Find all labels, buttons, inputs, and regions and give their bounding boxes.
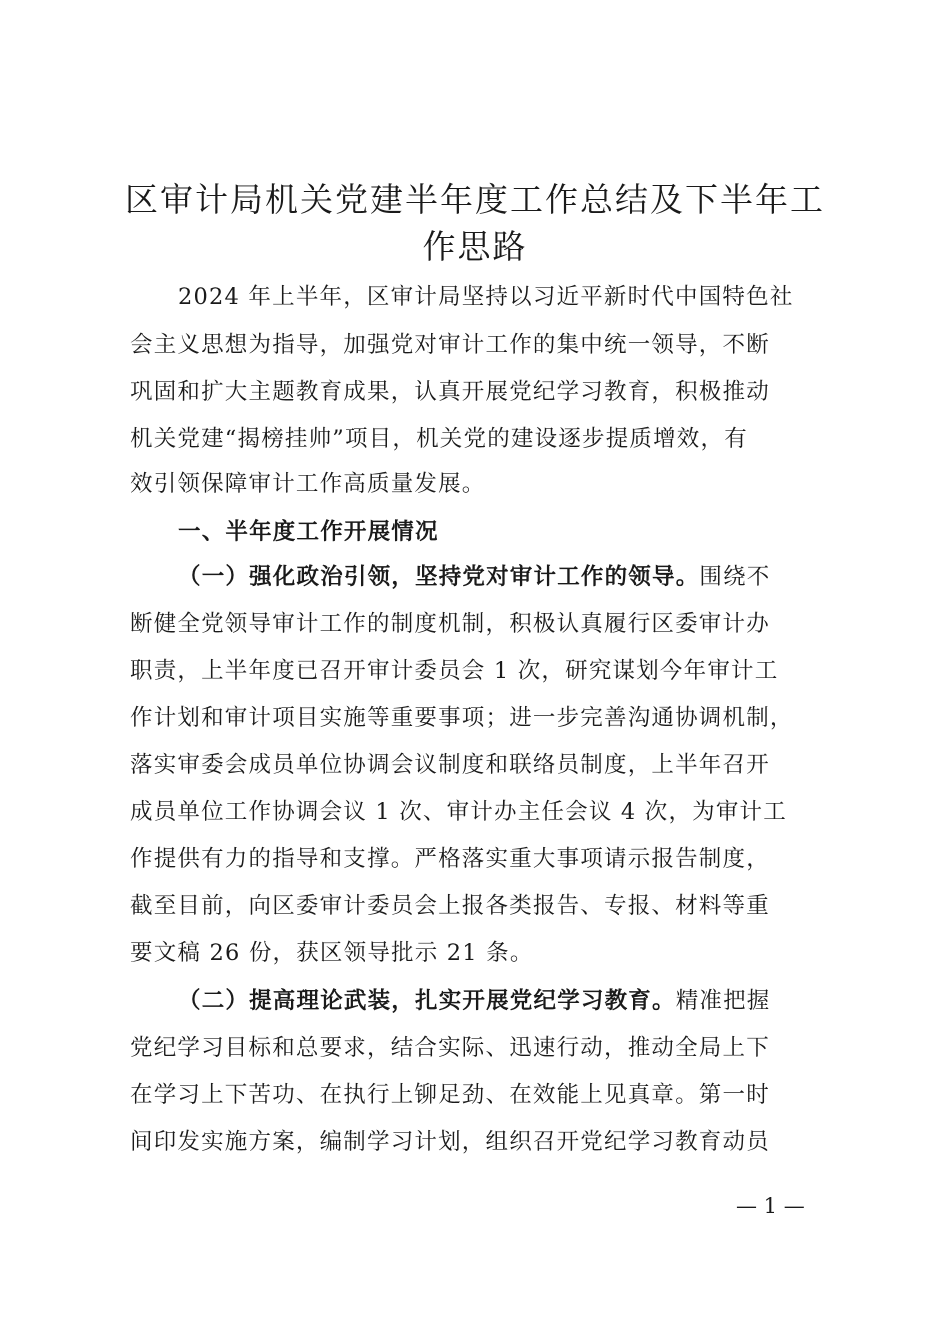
paragraph-1-line: 断健全党领导审计工作的制度机制，积极认真履行区委审计办 [130,611,770,637]
paragraph-2-first-line [178,986,771,1016]
intro-line: 巩固和扩大主题教育成果，认真开展党纪学习教育，积极推动 [130,379,770,405]
page-number: — 1 — [736,1194,805,1218]
paragraph-1-line: 截至目前，向区委审计委员会上报各类报告、专报、材料等重 [130,893,770,919]
paragraph-1-lead: （一）强化政治引领，坚持党对审计工作的领导。 [178,564,700,590]
paragraph-2-line: 党纪学习目标和总要求，结合实际、迅速行动，推动全局上下 [130,1035,770,1061]
document-title-line-2: 作思路 [422,227,528,266]
intro-line: 2024 年上半年，区审计局坚持以习近平新时代中国特色社 [178,284,794,310]
paragraph-2-line: 在学习上下苦功、在执行上铆足劲、在效能上见真章。第一时 [130,1082,770,1108]
paragraph-1-line: 要文稿 26 份，获区领导批示 21 条。 [130,940,534,966]
document-title-line-1: 区审计局机关党建半年度工作总结及下半年工 [125,180,825,219]
paragraph-1-line: 落实审委会成员单位协调会议制度和联络员制度，上半年召开 [130,752,770,778]
paragraph-1-line: 成员单位工作协调会议 1 次、审计办主任会议 4 次，为审计工 [130,799,787,825]
paragraph-1-first-line [178,562,771,592]
paragraph-1-line: 作计划和审计项目实施等重要事项；进一步完善沟通协调机制， [130,705,794,731]
paragraph-1-first-rest: 围绕不 [699,564,771,590]
intro-line: 会主义思想为指导，加强党对审计工作的集中统一领导，不断 [130,332,770,358]
paragraph-1-line: 职责，上半年度已召开审计委员会 1 次，研究谋划今年审计工 [130,658,779,684]
intro-line: 效引领保障审计工作高质量发展。 [130,471,486,497]
intro-line: 机关党建“揭榜挂帅”项目，机关党的建设逐步提质增效，有 [130,426,748,452]
paragraph-1-line: 作提供有力的指导和支撑。严格落实重大事项请示报告制度， [130,846,770,872]
paragraph-2-first-rest: 精准把握 [675,988,771,1014]
section-1-heading: 一、半年度工作开展情况 [178,519,439,545]
paragraph-2-line: 间印发实施方案，编制学习计划，组织召开党纪学习教育动员 [130,1129,770,1155]
paragraph-2-lead: （二）提高理论武装，扎实开展党纪学习教育。 [178,988,676,1014]
